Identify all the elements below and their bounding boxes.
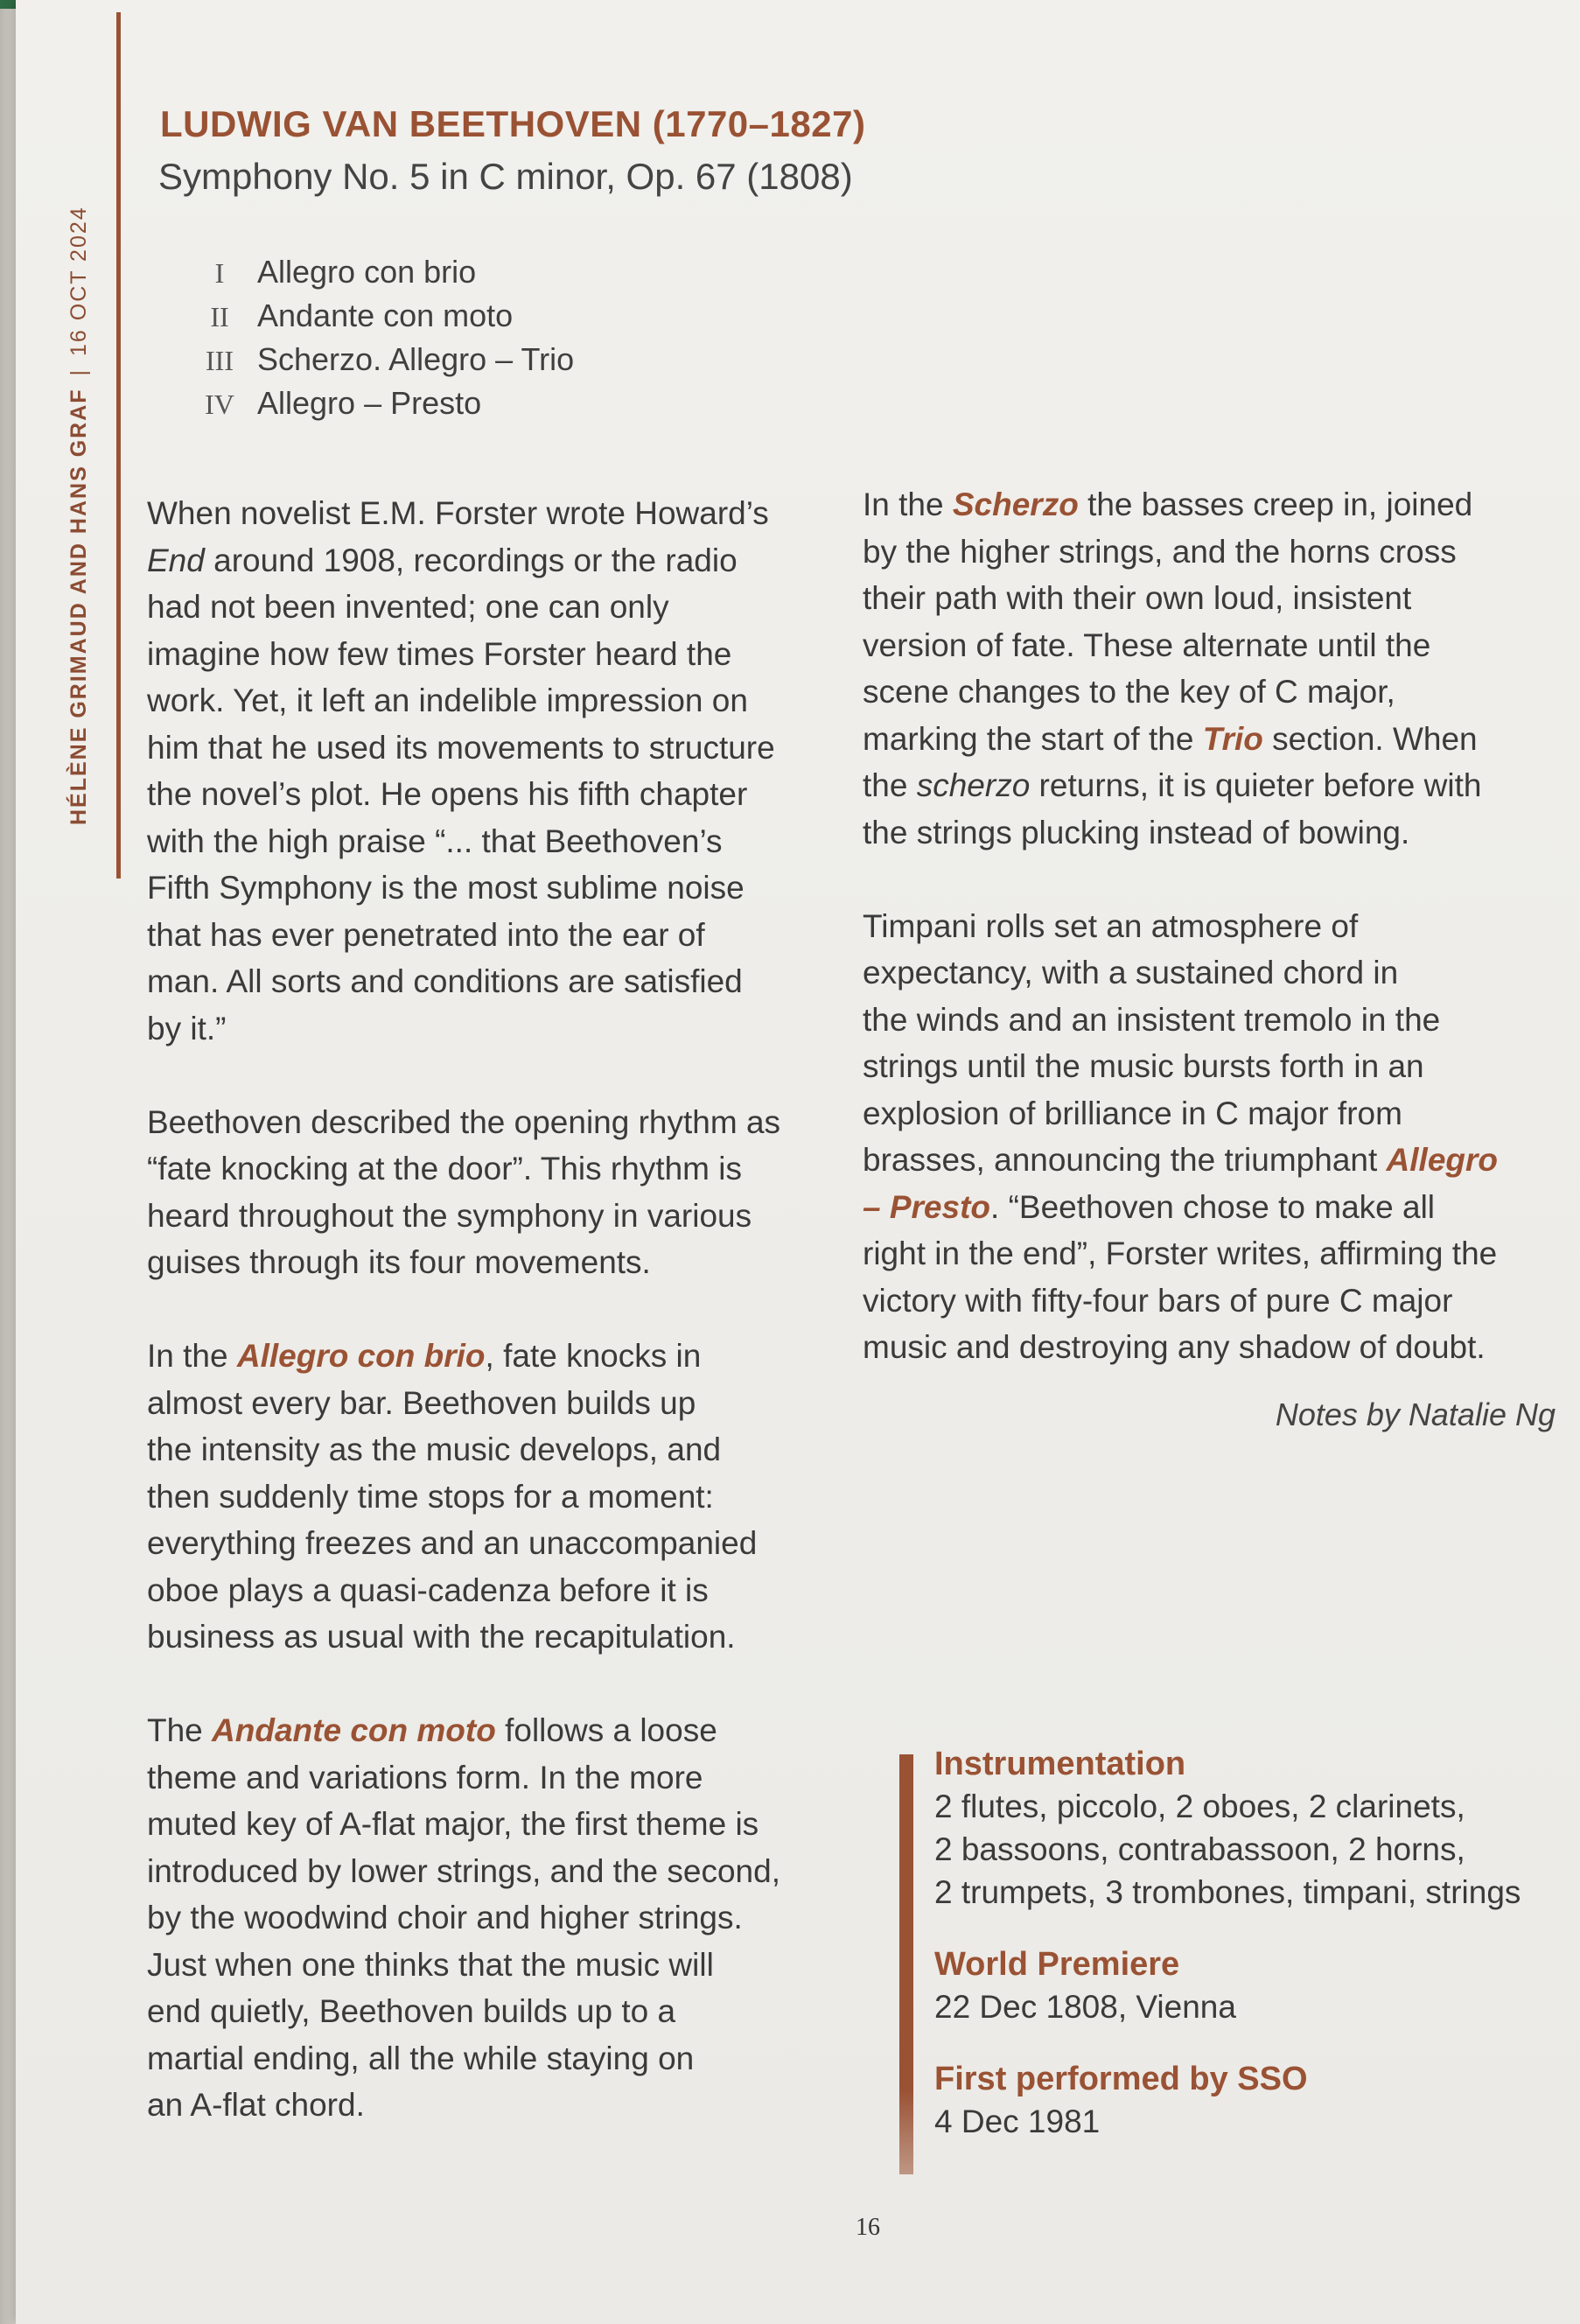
text-line: had not been invented; one can only: [147, 589, 669, 625]
instrumentation-line: 2 bassoons, contrabassoon, 2 horns,: [934, 1831, 1465, 1867]
composer-heading: LUDWIG VAN BEETHOVEN (1770–1827): [160, 103, 866, 144]
text-line: the strings plucking instead of bowing.: [863, 814, 1410, 850]
instrumentation-line: 2 flutes, piccolo, 2 oboes, 2 clarinets,: [934, 1788, 1465, 1824]
movement-highlight: Andante con moto: [212, 1712, 496, 1748]
movement-name: Andante con moto: [257, 298, 514, 333]
premiere-block: [934, 1943, 1521, 2028]
movement-item: [182, 385, 574, 429]
text-line: by the higher strings, and the horns cross: [863, 533, 1457, 570]
text-line: the novel’s plot. He opens his fifth chapter: [147, 776, 748, 812]
movement-item: [182, 254, 574, 298]
text-line: – Presto. “Beethoven chose to make all: [863, 1188, 1436, 1225]
movement-item: [182, 298, 574, 341]
movement-item: [182, 341, 574, 385]
info-rule: [899, 1754, 913, 2174]
sso-block: [934, 2058, 1521, 2143]
text-line: right in the end”, Forster writes, affirming the: [863, 1236, 1498, 1271]
text-line: that has ever penetrated into the ear of: [147, 916, 705, 953]
text-line: music and destroying any shadow of doubt.: [863, 1329, 1486, 1365]
right-column: [863, 481, 1498, 1418]
text-line: introduced by lower strings, and the second,: [147, 1852, 780, 1889]
sso-title: First performed by SSO: [934, 2061, 1308, 2097]
premiere-value: 22 Dec 1808, Vienna: [934, 1989, 1236, 2025]
text-line: business as usual with the recapitulation.: [147, 1619, 736, 1655]
movement-highlight: Allegro: [1386, 1142, 1499, 1178]
text-line: heard throughout the symphony in various: [147, 1197, 752, 1234]
text-line: muted key of A-flat major, the first theme is: [147, 1806, 759, 1842]
movement-highlight: Trio: [1202, 720, 1263, 757]
paragraph-andante: [147, 1707, 780, 2129]
premiere-title: World Premiere: [934, 1946, 1180, 1983]
text-line: Fifth Symphony is the most sublime noise: [147, 870, 745, 906]
text-line: the winds and an insistent tremolo in the: [863, 1001, 1441, 1038]
movement-numeral: IV: [205, 388, 234, 420]
text-line: victory with fifty-four bars of pure C major: [863, 1282, 1453, 1319]
movement-highlight: Scherzo: [952, 486, 1079, 522]
text-line: Timpani rolls set an atmosphere of: [863, 907, 1359, 944]
notes-byline: Notes by Natalie Ng: [1275, 1396, 1556, 1432]
sidebar-label: [66, 206, 92, 825]
text-line: imagine how few times Forster heard the: [147, 635, 732, 672]
text-line: marking the start of the Trio section. When: [863, 720, 1478, 757]
sidebar-separator: |: [66, 368, 91, 376]
text-line: version of fate. These alternate until the: [863, 626, 1431, 663]
text-line: theme and variations form. In the more: [147, 1759, 703, 1796]
movement-highlight: Allegro con brio: [236, 1338, 486, 1374]
movement-name: Allegro con brio: [257, 254, 477, 290]
info-panel: [934, 1743, 1521, 2173]
text-line: strings until the music bursts forth in an: [863, 1048, 1424, 1084]
text-line: man. All sorts and conditions are satisfied: [147, 963, 743, 999]
performers-label: HÉLÈNE GRIMAUD AND HANS GRAF: [66, 388, 91, 825]
text-line: him that he used its movements to structure: [147, 729, 775, 766]
concert-date: 16 OCT 2024: [66, 206, 91, 356]
left-column: [147, 490, 780, 2175]
text-line: martial ending, all the while staying on: [147, 2040, 695, 2076]
movement-numeral: I: [214, 257, 225, 289]
text-line: an A-flat chord.: [147, 2087, 365, 2123]
work-title: Symphony No. 5 in C minor, Op. 67 (1808): [158, 156, 853, 197]
text-line: the scherzo returns, it is quieter before with: [863, 767, 1482, 803]
text-line: scene changes to the key of C major,: [863, 674, 1395, 710]
instrumentation-title: Instrumentation: [934, 1746, 1186, 1782]
text-line: then suddenly time stops for a moment:: [147, 1478, 714, 1515]
book-title: End: [147, 542, 205, 578]
movement-list: [182, 254, 574, 429]
text-line: “fate knocking at the door”. This rhythm is: [147, 1151, 743, 1186]
text-line: The Andante con moto follows a loose: [147, 1712, 717, 1748]
paragraph-forster: [147, 490, 780, 1052]
text-line: expectancy, with a sustained chord in: [863, 955, 1399, 990]
text-line: Just when one thinks that the music will: [147, 1946, 714, 1983]
text-line: In the Allegro con brio, fate knocks in: [147, 1338, 702, 1374]
sso-value: 4 Dec 1981: [934, 2104, 1101, 2139]
instrumentation-line: 2 trumpets, 3 trombones, timpani, strings: [934, 1874, 1521, 1910]
text-line: brasses, announcing the triumphant Allegro: [863, 1142, 1499, 1178]
movement-numeral: III: [206, 345, 234, 376]
text-line: the intensity as the music develops, and: [147, 1432, 722, 1467]
sidebar-rule: [116, 12, 121, 878]
movement-highlight: – Presto: [863, 1188, 991, 1225]
text-line: guises through its four movements.: [147, 1244, 651, 1280]
text-line: by it.”: [147, 1010, 227, 1046]
text-line: almost every bar. Beethoven builds up: [147, 1384, 696, 1421]
text-line: end quietly, Beethoven builds up to a: [147, 1993, 676, 2029]
paragraph-fate-rhythm: [147, 1099, 780, 1286]
text-line: In the Scherzo the basses creep in, joined: [863, 486, 1473, 522]
text-line: their path with their own loud, insistent: [863, 580, 1412, 616]
paragraph-scherzo: [863, 481, 1498, 856]
text-line: everything freezes and an unaccompanied: [147, 1525, 758, 1561]
movement-name: Scherzo. Allegro – Trio: [257, 341, 575, 377]
paragraph-allegro-con-brio: [147, 1333, 780, 1661]
page-edge: [0, 0, 16, 2324]
page-number: 16: [856, 2214, 880, 2241]
program-page: [16, 0, 1580, 2324]
text-line: explosion of brilliance in C major from: [863, 1095, 1402, 1131]
text-line: by the woodwind choir and higher strings.: [147, 1900, 743, 1936]
text-line: with the high praise “... that Beethoven’s: [147, 822, 723, 859]
instrumentation-block: [934, 1743, 1521, 1914]
text-line: End around 1908, recordings or the radio: [147, 542, 738, 578]
text-line: work. Yet, it left an indelible impression on: [147, 682, 748, 718]
movement-numeral: II: [210, 301, 229, 332]
text-line: Beethoven described the opening rhythm as: [147, 1103, 781, 1140]
text-line: oboe plays a quasi-cadenza before it is: [147, 1572, 709, 1608]
movement-name: Allegro – Presto: [257, 385, 482, 421]
paragraph-finale: [863, 903, 1498, 1371]
text-line: When novelist E.M. Forster wrote Howard’s: [147, 495, 769, 531]
